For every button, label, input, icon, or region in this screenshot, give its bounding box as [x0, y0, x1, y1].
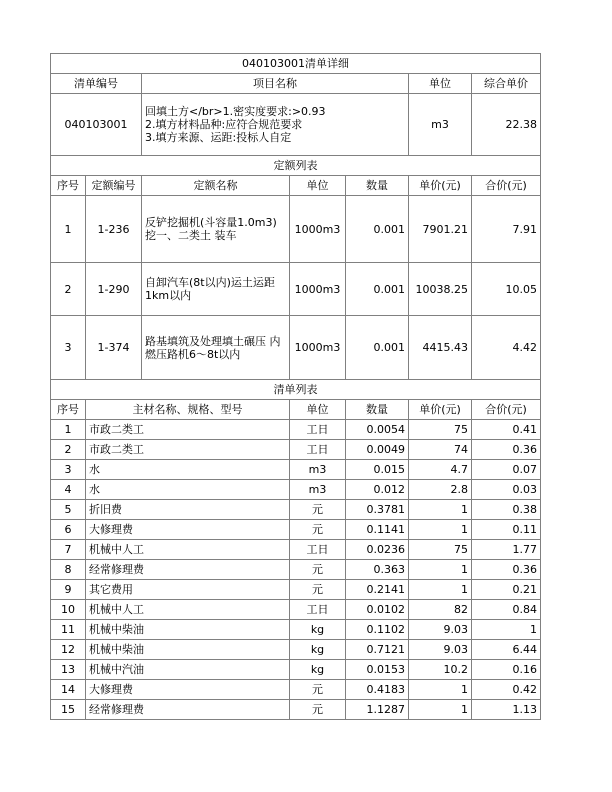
quota-unit: 1000m3 [290, 263, 346, 316]
material-total: 0.42 [472, 680, 541, 700]
material-unit: 元 [290, 560, 346, 580]
material-name: 经常修理费 [86, 560, 290, 580]
material-row [51, 580, 541, 600]
material-name: 机械中人工 [86, 600, 290, 620]
quota-unit: 1000m3 [290, 316, 346, 380]
material-qty: 0.0049 [346, 440, 409, 460]
material-row [51, 660, 541, 680]
bill-detail-sheet [50, 53, 540, 720]
material-section-title: 清单列表 [51, 380, 541, 400]
list-unit-header: 单位 [409, 74, 472, 94]
material-total-header: 合价(元) [472, 400, 541, 420]
material-no: 13 [51, 660, 86, 680]
material-no-header: 序号 [51, 400, 86, 420]
material-total: 0.16 [472, 660, 541, 680]
material-qty: 0.4183 [346, 680, 409, 700]
material-qty-header: 数量 [346, 400, 409, 420]
material-qty: 0.0102 [346, 600, 409, 620]
material-row [51, 480, 541, 500]
material-no: 12 [51, 640, 86, 660]
quota-unit-price: 7901.21 [409, 196, 472, 263]
material-total: 0.36 [472, 440, 541, 460]
quota-unit-price-header: 单价(元) [409, 176, 472, 196]
material-no: 10 [51, 600, 86, 620]
material-name: 水 [86, 480, 290, 500]
material-no: 9 [51, 580, 86, 600]
material-unit: m3 [290, 480, 346, 500]
quota-row [51, 263, 541, 316]
quota-code: 1-236 [86, 196, 142, 263]
list-item-code: 040103001 [51, 94, 142, 156]
quota-code: 1-290 [86, 263, 142, 316]
material-total: 0.07 [472, 460, 541, 480]
list-item-desc-line: 2.填方材料品种:应符合规范要求 [145, 118, 303, 131]
material-unit-price: 75 [409, 420, 472, 440]
material-total: 0.41 [472, 420, 541, 440]
material-unit: 工日 [290, 600, 346, 620]
material-unit-price: 1 [409, 500, 472, 520]
list-item-unit: m3 [409, 94, 472, 156]
material-unit: m3 [290, 460, 346, 480]
material-unit: 元 [290, 520, 346, 540]
material-unit-price: 2.8 [409, 480, 472, 500]
material-total: 0.21 [472, 580, 541, 600]
quota-no: 2 [51, 263, 86, 316]
list-price-header: 综合单价 [472, 74, 541, 94]
material-row [51, 600, 541, 620]
list-item-price: 22.38 [472, 94, 541, 156]
material-row [51, 540, 541, 560]
quota-no-header: 序号 [51, 176, 86, 196]
list-code-header: 清单编号 [51, 74, 142, 94]
list-header-row [51, 74, 541, 94]
quota-unit-price: 4415.43 [409, 316, 472, 380]
bill-detail-table [50, 53, 541, 720]
quota-total: 4.42 [472, 316, 541, 380]
list-item-desc-line: 回填土方</br>1.密实度要求:>0.93 [145, 105, 326, 118]
material-no: 11 [51, 620, 86, 640]
material-name: 大修理费 [86, 680, 290, 700]
list-name-header: 项目名称 [142, 74, 409, 94]
material-unit-price: 82 [409, 600, 472, 620]
material-name: 机械中汽油 [86, 660, 290, 680]
material-row [51, 440, 541, 460]
quota-qty: 0.001 [346, 316, 409, 380]
material-unit-price: 74 [409, 440, 472, 460]
quota-row [51, 316, 541, 380]
material-no: 4 [51, 480, 86, 500]
material-qty: 0.015 [346, 460, 409, 480]
quota-name-header: 定额名称 [142, 176, 290, 196]
material-name: 水 [86, 460, 290, 480]
material-unit: 元 [290, 700, 346, 720]
material-qty: 0.2141 [346, 580, 409, 600]
material-name: 市政二类工 [86, 440, 290, 460]
material-row [51, 700, 541, 720]
material-total: 0.84 [472, 600, 541, 620]
material-qty: 0.0236 [346, 540, 409, 560]
material-unit-price-header: 单价(元) [409, 400, 472, 420]
material-unit: 元 [290, 580, 346, 600]
material-qty: 0.3781 [346, 500, 409, 520]
material-unit: 工日 [290, 420, 346, 440]
material-header-row [51, 400, 541, 420]
material-row [51, 560, 541, 580]
material-name: 折旧费 [86, 500, 290, 520]
material-name: 机械中柴油 [86, 640, 290, 660]
material-no: 6 [51, 520, 86, 540]
material-row [51, 420, 541, 440]
material-unit: kg [290, 640, 346, 660]
material-unit: kg [290, 620, 346, 640]
quota-qty: 0.001 [346, 263, 409, 316]
material-total: 1.13 [472, 700, 541, 720]
material-unit-price: 9.03 [409, 620, 472, 640]
material-row [51, 640, 541, 660]
material-no: 8 [51, 560, 86, 580]
material-no: 2 [51, 440, 86, 460]
quota-total-header: 合价(元) [472, 176, 541, 196]
quota-code-header: 定额编号 [86, 176, 142, 196]
material-qty: 0.363 [346, 560, 409, 580]
quota-unit: 1000m3 [290, 196, 346, 263]
material-total: 6.44 [472, 640, 541, 660]
material-name: 机械中人工 [86, 540, 290, 560]
material-rows [51, 420, 541, 720]
material-unit-price: 1 [409, 520, 472, 540]
material-qty: 0.1141 [346, 520, 409, 540]
quota-total: 7.91 [472, 196, 541, 263]
material-qty: 0.7121 [346, 640, 409, 660]
material-unit: 元 [290, 500, 346, 520]
material-unit: 工日 [290, 440, 346, 460]
quota-unit-price: 10038.25 [409, 263, 472, 316]
material-name: 大修理费 [86, 520, 290, 540]
quota-name: 路基填筑及处理填土碾压 内燃压路机6～8t以内 [142, 316, 290, 380]
material-unit-header: 单位 [290, 400, 346, 420]
quota-total: 10.05 [472, 263, 541, 316]
material-unit-price: 4.7 [409, 460, 472, 480]
material-row [51, 500, 541, 520]
material-qty: 0.0153 [346, 660, 409, 680]
material-name: 其它费用 [86, 580, 290, 600]
material-total: 0.03 [472, 480, 541, 500]
material-total: 0.38 [472, 500, 541, 520]
material-unit-price: 9.03 [409, 640, 472, 660]
quota-section-title: 定额列表 [51, 156, 541, 176]
material-row [51, 680, 541, 700]
material-no: 3 [51, 460, 86, 480]
material-unit-price: 1 [409, 580, 472, 600]
material-unit-price: 1 [409, 680, 472, 700]
material-row [51, 520, 541, 540]
list-item-desc-line: 3.填方来源、运距:投标人自定 [145, 131, 292, 144]
material-name: 机械中柴油 [86, 620, 290, 640]
material-qty: 1.1287 [346, 700, 409, 720]
material-no: 1 [51, 420, 86, 440]
quota-no: 3 [51, 316, 86, 380]
quota-unit-header: 单位 [290, 176, 346, 196]
quota-code: 1-374 [86, 316, 142, 380]
material-unit: kg [290, 660, 346, 680]
material-row [51, 620, 541, 640]
material-unit: 工日 [290, 540, 346, 560]
material-name: 市政二类工 [86, 420, 290, 440]
material-total: 1 [472, 620, 541, 640]
quota-qty-header: 数量 [346, 176, 409, 196]
material-total: 0.36 [472, 560, 541, 580]
quota-name: 反铲挖掘机(斗容量1.0m3)挖一、二类土 装车 [142, 196, 290, 263]
sheet-title: 040103001清单详细 [51, 54, 541, 74]
material-unit: 元 [290, 680, 346, 700]
quota-row [51, 196, 541, 263]
list-item-description [142, 94, 409, 156]
material-qty: 0.0054 [346, 420, 409, 440]
material-no: 7 [51, 540, 86, 560]
material-qty: 0.1102 [346, 620, 409, 640]
material-unit-price: 75 [409, 540, 472, 560]
material-name-header: 主材名称、规格、型号 [86, 400, 290, 420]
material-qty: 0.012 [346, 480, 409, 500]
material-no: 15 [51, 700, 86, 720]
list-item-row [51, 94, 541, 156]
material-no: 14 [51, 680, 86, 700]
material-unit-price: 1 [409, 560, 472, 580]
quota-name: 自卸汽车(8t以内)运土运距1km以内 [142, 263, 290, 316]
material-unit-price: 10.2 [409, 660, 472, 680]
material-total: 1.77 [472, 540, 541, 560]
material-total: 0.11 [472, 520, 541, 540]
material-no: 5 [51, 500, 86, 520]
quota-qty: 0.001 [346, 196, 409, 263]
quota-header-row [51, 176, 541, 196]
quota-no: 1 [51, 196, 86, 263]
material-row [51, 460, 541, 480]
material-unit-price: 1 [409, 700, 472, 720]
material-name: 经常修理费 [86, 700, 290, 720]
